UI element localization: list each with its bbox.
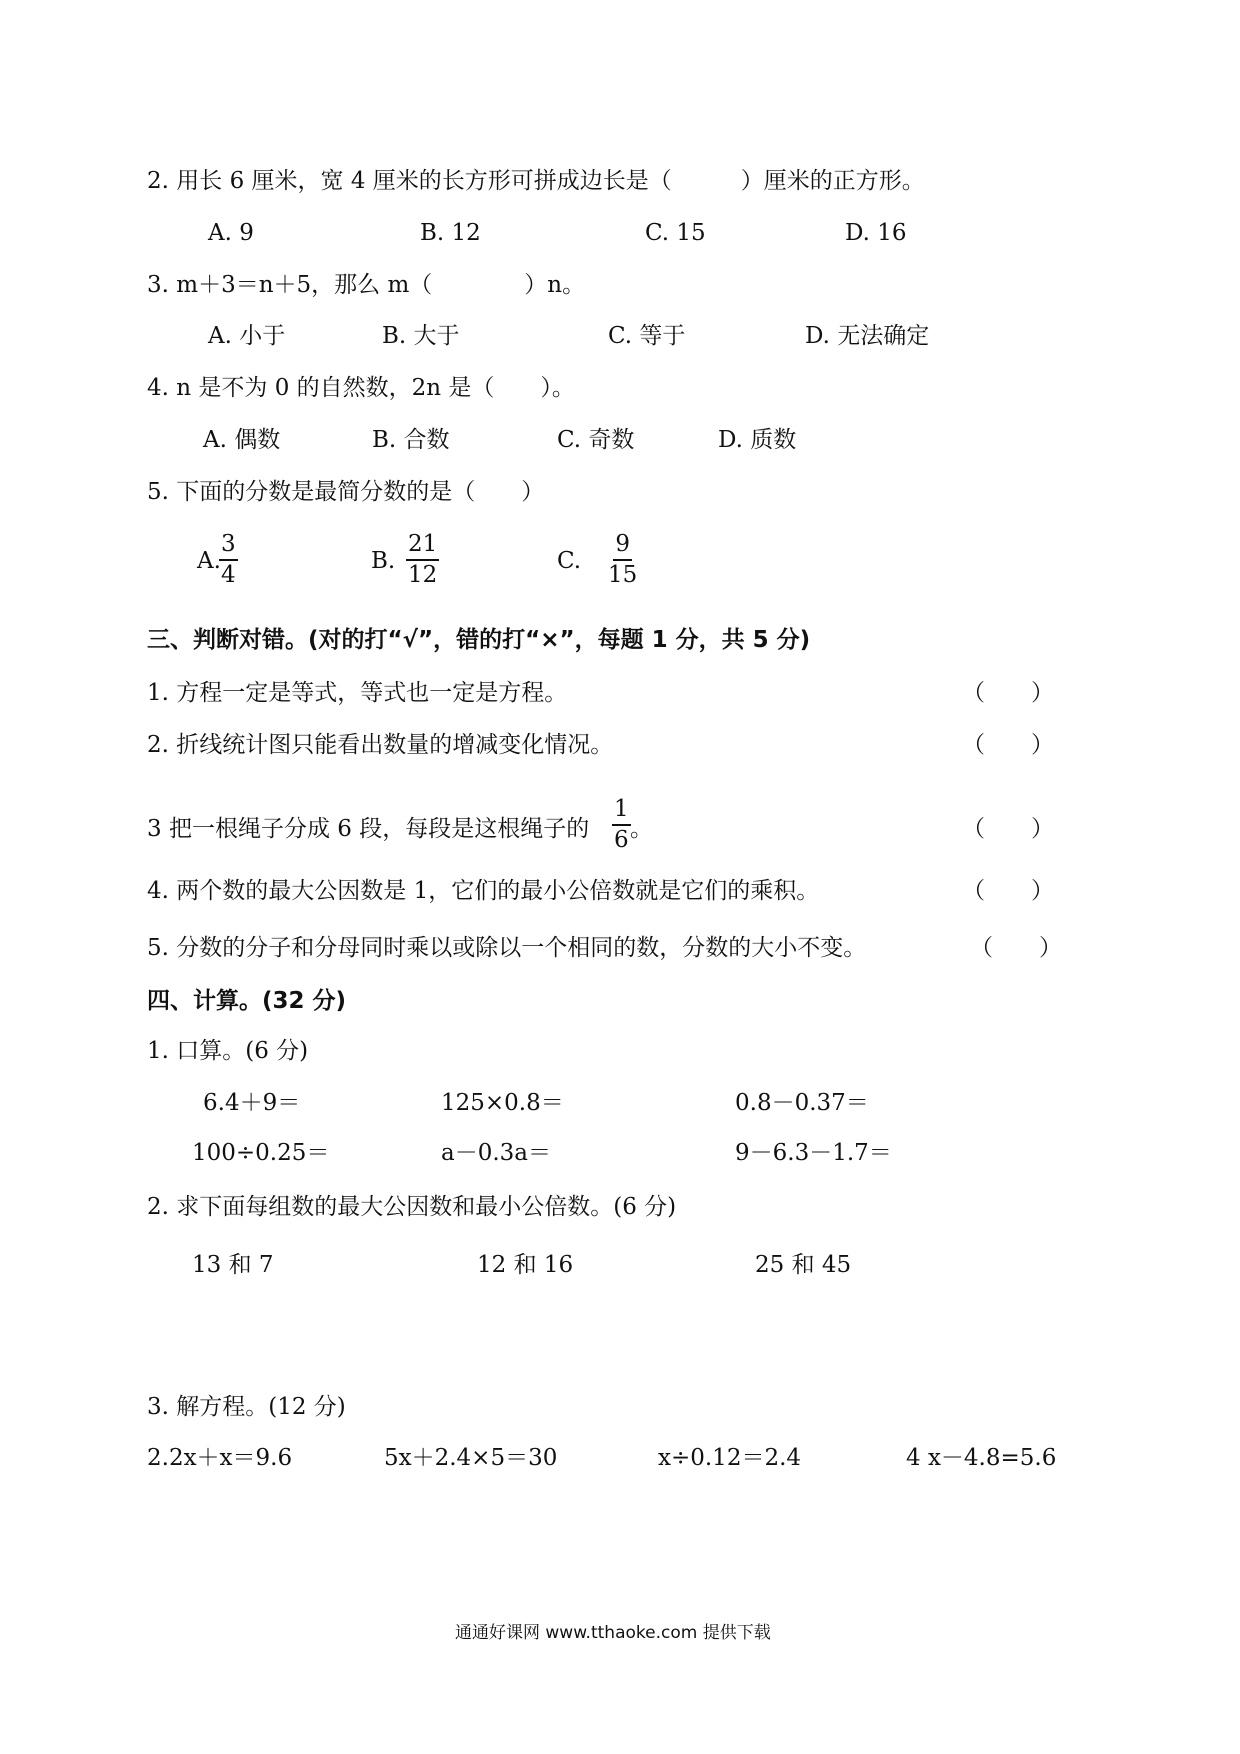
fraction-numerator: 3 — [219, 533, 238, 561]
judge-item-5-text: 5. 分数的分子和分母同时乘以或除以一个相同的数，分数的大小不变。 — [147, 935, 867, 961]
judge-item-2-answer-blank: （ ） — [962, 732, 1054, 758]
mental-calc-item: 0.8－0.37＝ — [735, 1090, 869, 1116]
section-3-title: 三、判断对错。(对的打“√”，错的打“×”，每题 1 分，共 5 分) — [147, 627, 811, 653]
mental-calc-item: 9－6.3－1.7＝ — [735, 1140, 892, 1166]
question-3-option-d: D. 无法确定 — [805, 323, 930, 349]
question-2-option-a: A. 9 — [208, 220, 254, 246]
equation-item: 2.2x＋x＝9.6 — [147, 1445, 293, 1471]
question-3-option-b: B. 大于 — [382, 323, 460, 349]
question-3-option-c: C. 等于 — [608, 323, 686, 349]
question-3-option-a: A. 小于 — [208, 323, 286, 349]
judge-item-3-answer-blank: （ ） — [962, 816, 1054, 842]
question-5-option-c-fraction — [606, 533, 639, 587]
judge-item-3-suffix: 。 — [630, 816, 653, 842]
mental-calc-item: a－0.3a＝ — [441, 1140, 552, 1166]
question-5-stem: 5. 下面的分数是最简分数的是（ ） — [147, 479, 545, 505]
question-4-option-c: C. 奇数 — [557, 427, 635, 453]
question-2-stem: 2. 用长 6 厘米，宽 4 厘米的长方形可拼成边长是（ ）厘米的正方形。 — [147, 168, 925, 194]
fraction-denominator: 4 — [221, 562, 236, 588]
judge-item-2-text: 2. 折线统计图只能看出数量的增减变化情况。 — [147, 732, 614, 758]
question-5-option-b-label: B. — [371, 548, 396, 574]
judge-item-4-answer-blank: （ ） — [962, 878, 1054, 904]
equation-item: x÷0.12＝2.4 — [658, 1445, 802, 1471]
question-2-option-d: D. 16 — [845, 220, 907, 246]
question-5-option-a-label: A. — [197, 548, 221, 574]
part-3-title: 3. 解方程。(12 分) — [147, 1394, 346, 1420]
question-5-option-a-fraction — [219, 533, 238, 587]
judge-item-1-text: 1. 方程一定是等式，等式也一定是方程。 — [147, 680, 568, 706]
question-2-option-c: C. 15 — [645, 220, 706, 246]
judge-item-3-fraction — [612, 798, 631, 852]
fraction-numerator: 1 — [612, 798, 631, 826]
equation-item: 5x＋2.4×5＝30 — [384, 1445, 558, 1471]
mental-calc-item: 125×0.8＝ — [441, 1090, 564, 1116]
gcd-lcm-item: 13 和 7 — [192, 1252, 274, 1278]
gcd-lcm-item: 25 和 45 — [755, 1252, 852, 1278]
judge-item-3-text: 3 把一根绳子分成 6 段，每段是这根绳子的 — [147, 816, 590, 842]
mental-calc-item: 100÷0.25＝ — [192, 1140, 330, 1166]
judge-item-5-answer-blank: （ ） — [970, 935, 1062, 961]
fraction-denominator: 12 — [408, 562, 438, 588]
part-2-title: 2. 求下面每组数的最大公因数和最小公倍数。(6 分) — [147, 1194, 677, 1220]
question-5-option-b-fraction — [406, 533, 439, 587]
question-4-stem: 4. n 是不为 0 的自然数，2n 是（ ）。 — [147, 375, 575, 401]
fraction-denominator: 6 — [614, 827, 629, 853]
footer-source: 通通好课网 www.tthaoke.com 提供下载 — [455, 1623, 771, 1643]
fraction-numerator: 9 — [613, 533, 632, 561]
gcd-lcm-item: 12 和 16 — [477, 1252, 574, 1278]
section-4-title: 四、计算。(32 分) — [147, 988, 347, 1014]
equation-item: 4 x－4.8=5.6 — [906, 1445, 1057, 1471]
question-3-stem: 3. m＋3＝n＋5，那么 m（ ）n。 — [147, 272, 586, 298]
judge-item-1-answer-blank: （ ） — [962, 680, 1054, 706]
fraction-denominator: 15 — [608, 562, 638, 588]
question-4-option-d: D. 质数 — [718, 427, 797, 453]
question-4-option-b: B. 合数 — [372, 427, 450, 453]
part-1-title: 1. 口算。(6 分) — [147, 1038, 309, 1064]
judge-item-4-text: 4. 两个数的最大公因数是 1，它们的最小公倍数就是它们的乘积。 — [147, 878, 820, 904]
question-5-option-c-label: C. — [557, 548, 582, 574]
question-2-option-b: B. 12 — [420, 220, 481, 246]
question-4-option-a: A. 偶数 — [203, 427, 281, 453]
fraction-numerator: 21 — [406, 533, 439, 561]
mental-calc-item: 6.4＋9＝ — [203, 1090, 301, 1116]
